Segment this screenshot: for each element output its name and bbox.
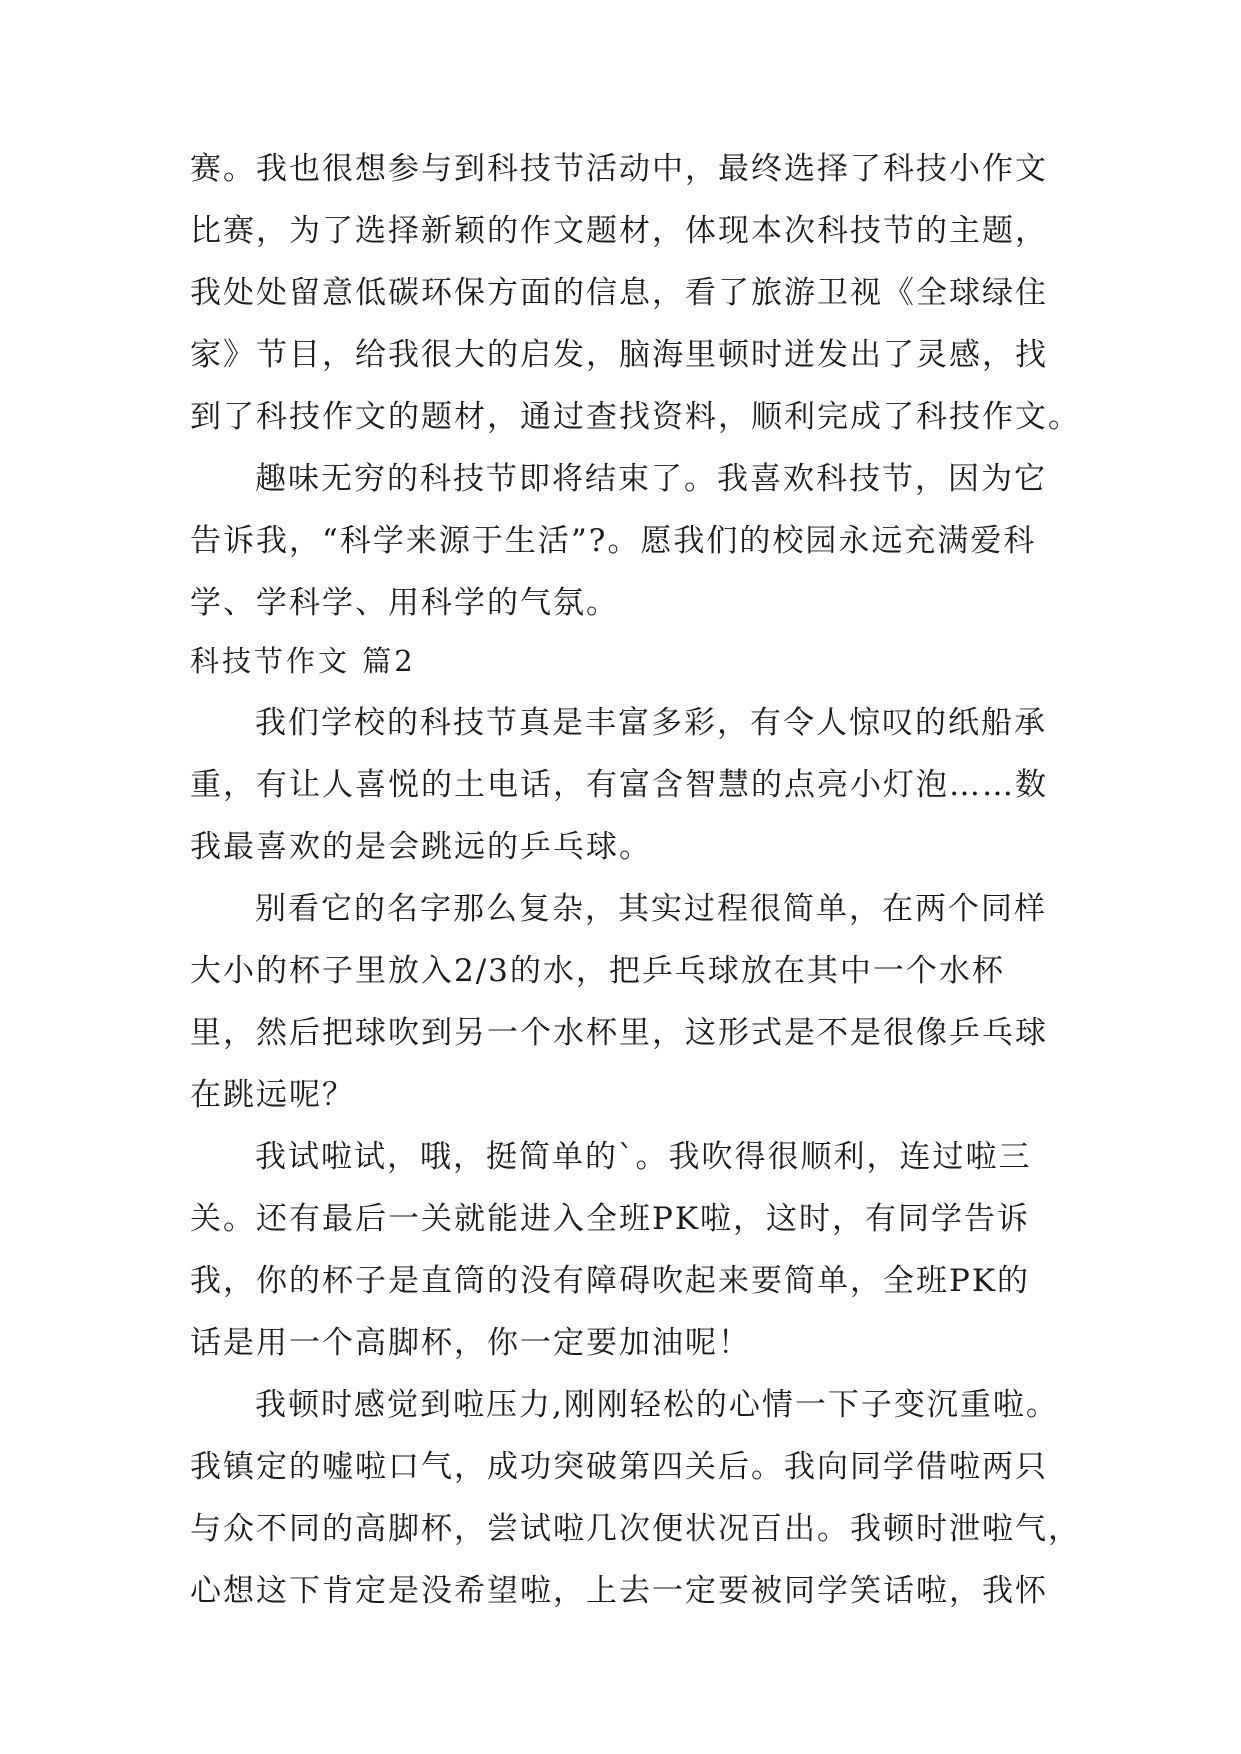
- text-line: 心想这下肯定是没希望啦，上去一定要被同学笑话啦，我怀: [190, 1573, 1048, 1609]
- text-line: 关。还有最后一关就能进入全班PK啦，这时，有同学告诉: [190, 1201, 1031, 1237]
- text-line: 我处处留意低碳环保方面的信息，看了旅游卫视《全球绿住: [190, 275, 1048, 311]
- text-line: 我镇定的嘘啦口气，成功突破第四关后。我向同学借啦两只: [190, 1449, 1048, 1485]
- text-line: 学、学科学、用科学的气氛。: [190, 585, 619, 621]
- text-line: 家》节目，给我很大的启发，脑海里顿时迸发出了灵感，找: [190, 337, 1048, 373]
- text-line: 我们学校的科技节真是丰富多彩，有令人惊叹的纸船承: [255, 705, 1047, 741]
- text-line: 我试啦试，哦，挺简单的`。我吹得很顺利，连过啦三: [255, 1139, 1032, 1175]
- text-line: 到了科技作文的题材，通过查找资料，顺利完成了科技作文。: [190, 399, 1081, 435]
- text-line: 与众不同的高脚杯，尝试啦几次便状况百出。我顿时泄啦气，: [190, 1511, 1081, 1547]
- text-line: 话是用一个高脚杯，你一定要加油呢！: [190, 1325, 751, 1361]
- text-line: 比赛，为了选择新颖的作文题材，体现本次科技节的主题，: [190, 213, 1048, 249]
- text-line: 在跳远呢？: [190, 1077, 355, 1113]
- text-line: 大小的杯子里放入2/3的水，把乒乓球放在其中一个水杯: [190, 953, 1005, 989]
- text-line: 赛。我也很想参与到科技节活动中，最终选择了科技小作文: [190, 151, 1048, 187]
- text-line: 别看它的名字那么复杂，其实过程很简单，在两个同样: [255, 891, 1047, 927]
- text-line: 重，有让人喜悦的土电话，有富含智慧的点亮小灯泡……数: [190, 767, 1048, 803]
- text-line: 里，然后把球吹到另一个水杯里，这形式是不是很像乒乓球: [190, 1015, 1048, 1051]
- text-line: 我顿时感觉到啦压力,刚刚轻松的心情一下子变沉重啦。: [255, 1387, 1059, 1423]
- section-heading: 科技节作文 篇2: [190, 644, 416, 678]
- text-line: 我，你的杯子是直筒的没有障碍吹起来要简单，全班PK的: [190, 1263, 1031, 1299]
- text-line: 我最喜欢的是会跳远的乒乓球。: [190, 829, 652, 865]
- text-line: 趣味无穷的科技节即将结束了。我喜欢科技节，因为它: [255, 461, 1047, 497]
- text-line: 告诉我，“科学来源于生活”?。愿我们的校园永远充满爱科: [190, 523, 1037, 559]
